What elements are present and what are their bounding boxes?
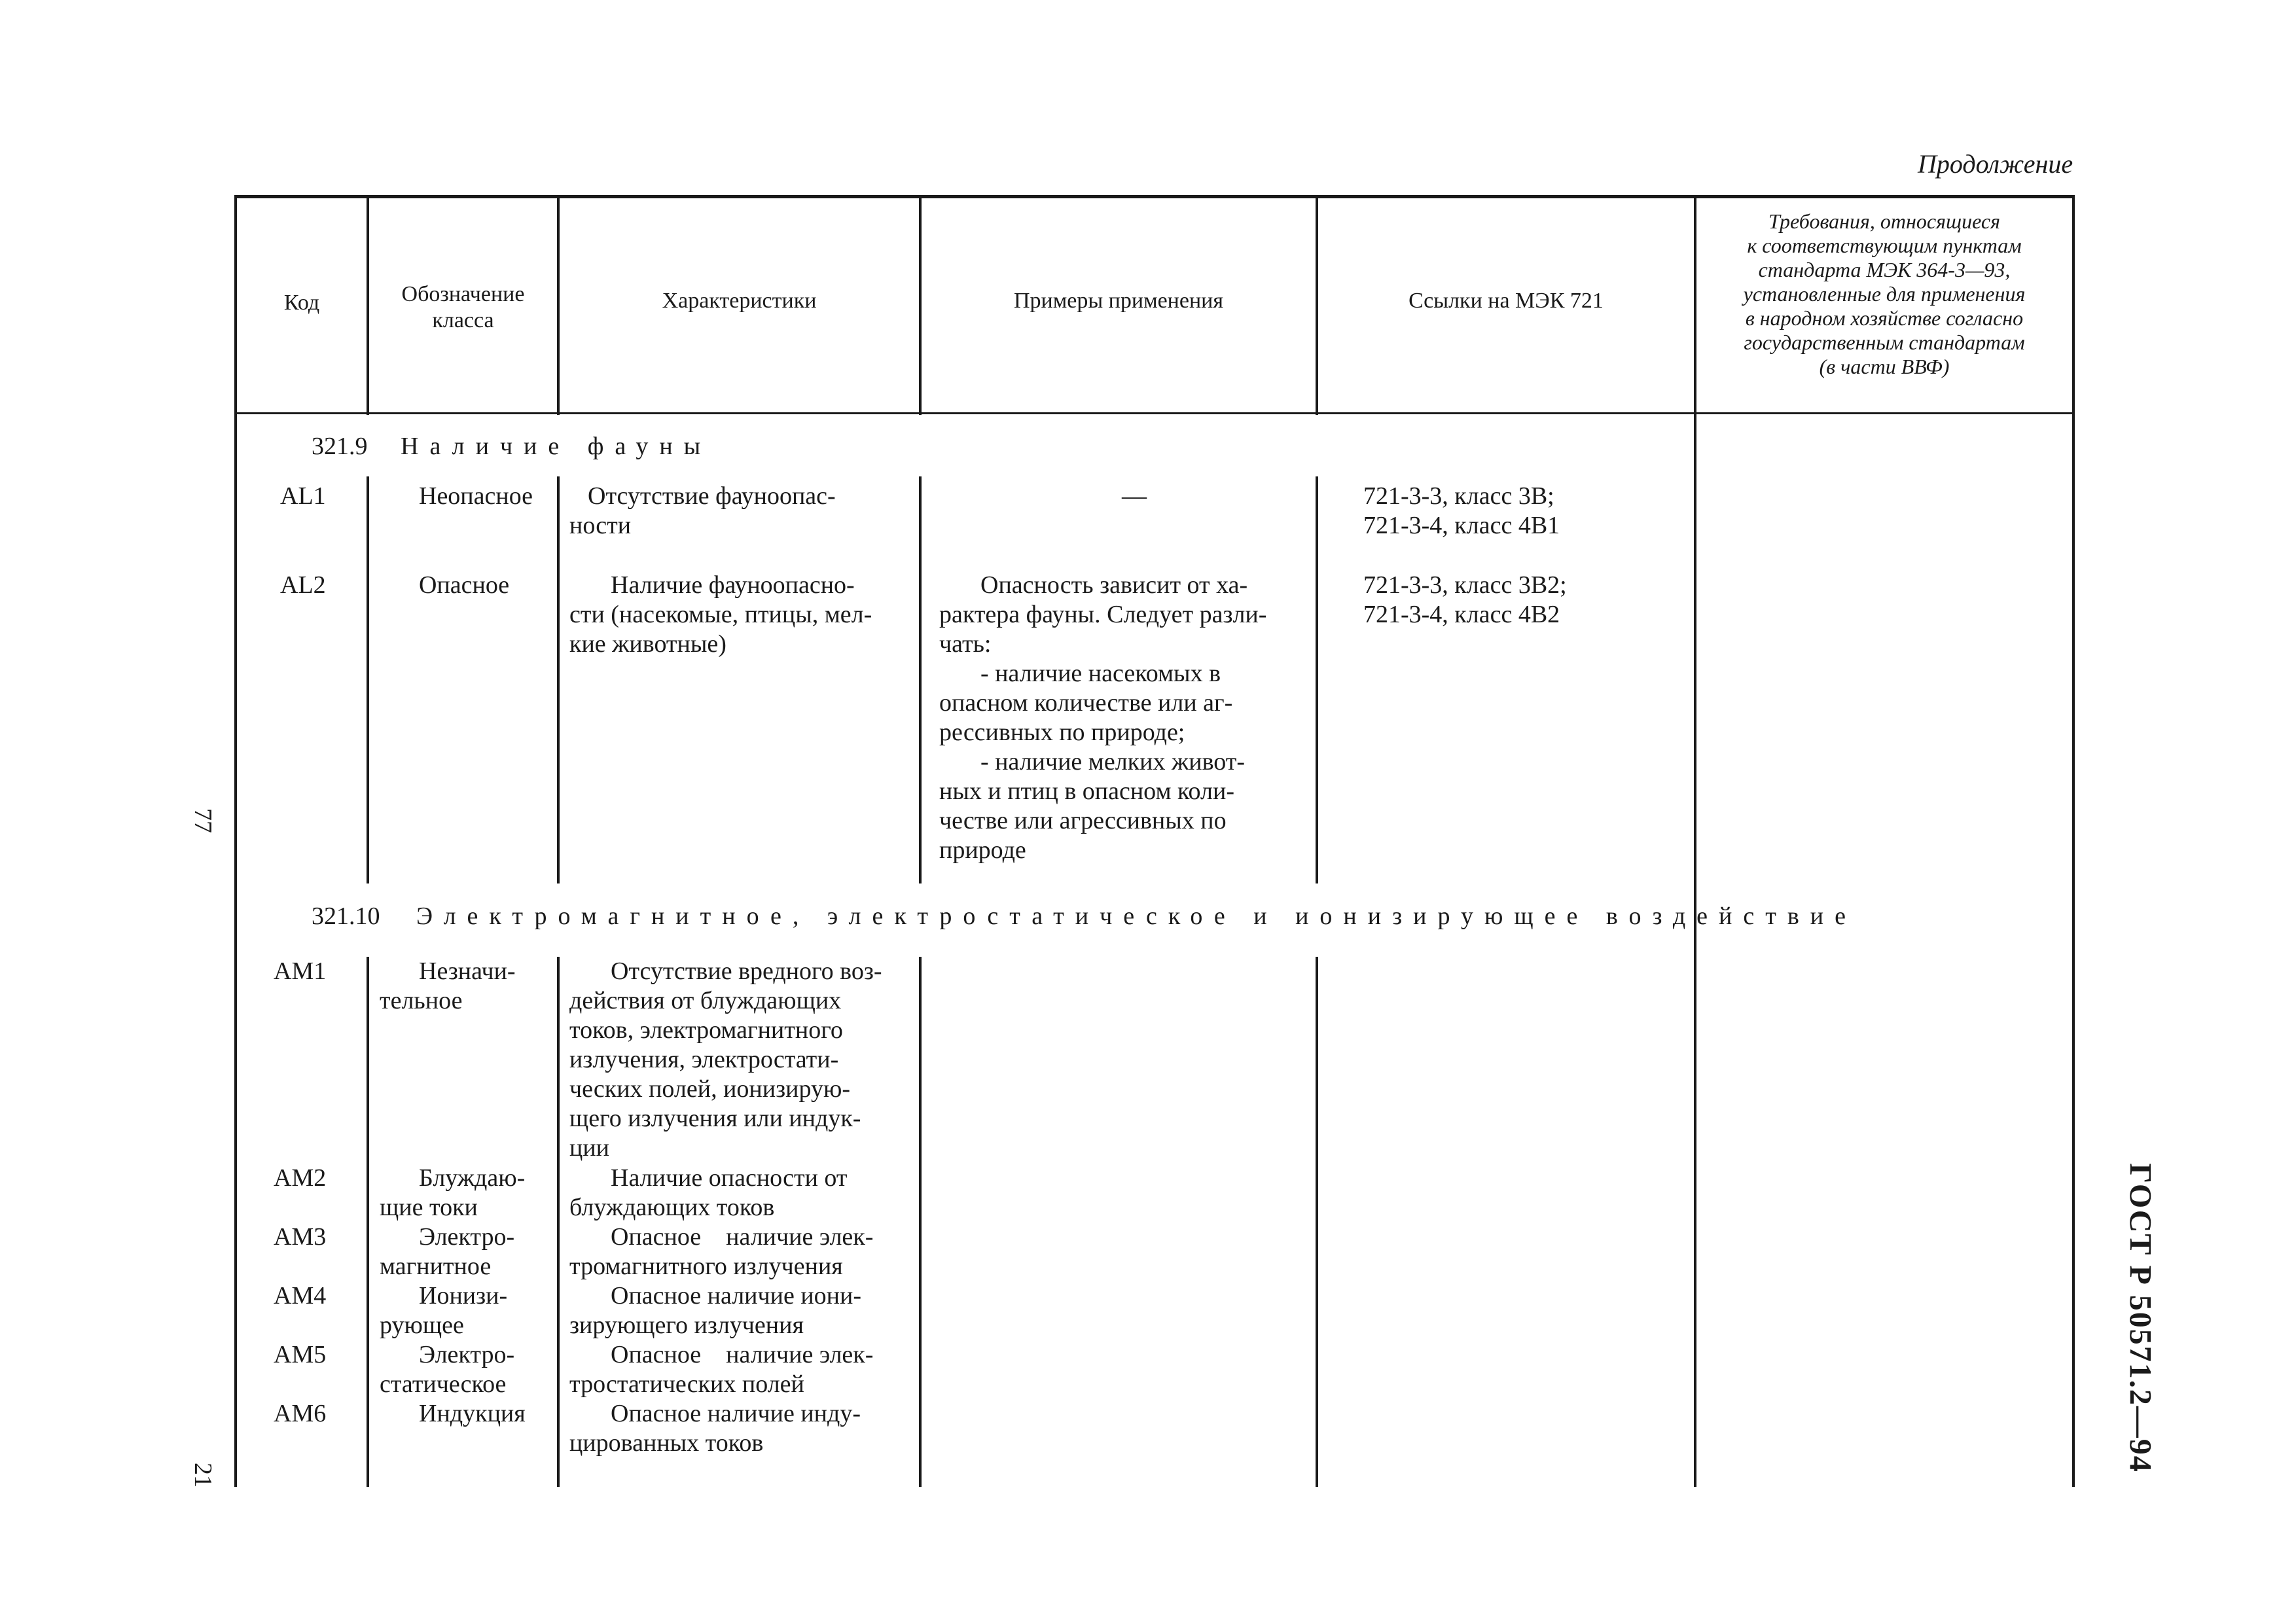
row-code: AM2: [274, 1164, 327, 1192]
side-page-number-top: 77: [189, 808, 217, 833]
table-left-border: [234, 195, 237, 1487]
text-line: ции: [569, 1134, 610, 1162]
req-line: установленные для применения: [1743, 282, 2026, 306]
text-line: цированных токов: [569, 1429, 764, 1457]
text-line: Опасное наличие инду-: [611, 1400, 861, 1427]
table-right-border: [2072, 195, 2075, 1487]
text-line: излучения, электростати-: [569, 1046, 839, 1073]
text-line: Ионизи-: [419, 1282, 508, 1310]
row-designation: Индукция: [419, 1400, 526, 1427]
text-line: Отсутствие вредного воз-: [611, 957, 882, 985]
text-line: щего излучения или индук-: [569, 1105, 861, 1132]
req-line: к соответствующим пунктам: [1747, 234, 2022, 257]
continuation-label: Продолжение: [1918, 149, 2073, 179]
text-line: тростатических полей: [569, 1370, 804, 1398]
row-characteristics: [569, 1399, 861, 1458]
row-characteristics: [569, 482, 836, 541]
section-number: 321.9: [312, 433, 368, 460]
text-line: чать:: [939, 630, 992, 658]
row-characteristics: [569, 957, 882, 1163]
text-line: Наличие опасности от: [611, 1164, 848, 1192]
section-number: 321.10: [312, 902, 380, 930]
text-line: Электро-: [419, 1341, 515, 1368]
text-line: Опасное наличие элек-: [611, 1223, 874, 1251]
row-designation: [380, 1281, 507, 1340]
row-designation: [380, 1164, 525, 1222]
text-line: тромагнитного излучения: [569, 1253, 843, 1280]
row-characteristics: [569, 1164, 848, 1222]
section-title: Электромагнитное, электростатическое и ионизирующее воздействие: [416, 902, 1857, 930]
text-line: статическое: [380, 1370, 507, 1398]
col-divider-5: [1694, 195, 1696, 1487]
col-divider-2-s1: [557, 476, 560, 883]
req-line: (в части ВВФ): [1819, 355, 1950, 378]
text-line: блуждающих токов: [569, 1194, 775, 1221]
text-line: щие токи: [380, 1194, 478, 1221]
text-line: Наличие фауноопасно-: [611, 571, 855, 599]
text-line: 721-3-3, класс 3В;: [1363, 482, 1554, 510]
header-requirements: [1696, 209, 2072, 379]
header-bottom-border: [234, 412, 2075, 414]
text-line: природе: [939, 836, 1026, 864]
text-line: честве или агрессивных по: [939, 807, 1227, 834]
text-line: сти (насекомые, птицы, мел-: [569, 601, 872, 628]
row-refs: [1363, 571, 1567, 630]
text-line: ности: [569, 512, 632, 539]
text-line: тельное: [380, 987, 463, 1014]
row-code: AM6: [274, 1400, 327, 1427]
side-page-number-bottom: 21: [189, 1463, 217, 1488]
text-line: ных и птиц в опасном коли-: [939, 777, 1234, 805]
text-line: магнитное: [380, 1253, 492, 1280]
header-iec-refs: Ссылки на МЭК 721: [1408, 289, 1604, 313]
row-code: AM4: [274, 1282, 327, 1310]
row-designation: Опасное: [419, 571, 510, 599]
text-line: 721-3-4, класс 4В2: [1363, 601, 1560, 628]
row-examples: [939, 571, 1266, 865]
row-designation: [380, 1222, 514, 1281]
req-line: государственным стандартам: [1744, 330, 2025, 354]
text-line: Блуждаю-: [419, 1164, 526, 1192]
text-line: Электро-: [419, 1223, 515, 1251]
text-line: 721-3-4, класс 4В1: [1363, 512, 1560, 539]
header-class-designation-line2: класса: [432, 308, 494, 332]
row-code: AM3: [274, 1223, 327, 1251]
row-characteristics: [569, 1281, 861, 1340]
row-code: AM1: [274, 957, 327, 985]
text-line: Опасность зависит от ха-: [980, 571, 1248, 599]
row-designation: Неопасное: [419, 482, 533, 510]
text-line: рессивных по природе;: [939, 719, 1185, 746]
header-code: Код: [283, 291, 320, 315]
header-examples: Примеры применения: [1013, 289, 1223, 313]
col-divider-1-s1: [367, 476, 369, 883]
row-code: AL2: [280, 571, 326, 599]
col-divider-2-s2: [557, 957, 560, 1487]
row-refs: [1363, 482, 1560, 541]
text-line: действия от блуждающих: [569, 987, 842, 1014]
standard-code: ГОСТ Р 50571.2—94: [2123, 1163, 2158, 1473]
header-class-designation: [369, 281, 557, 334]
text-line: зирующего излучения: [569, 1311, 804, 1339]
text-line: Опасное наличие элек-: [611, 1341, 874, 1368]
req-line: в народном хозяйстве согласно: [1745, 306, 2024, 330]
row-code: AM5: [274, 1341, 327, 1368]
text-line: опасном количестве или аг-: [939, 689, 1233, 717]
header-class-designation-line1: Обозначение: [401, 282, 525, 306]
section-title: Наличие фауны: [401, 433, 712, 460]
text-line: кие животные): [569, 630, 726, 658]
row-designation: [380, 957, 516, 1016]
text-line: рующее: [380, 1311, 464, 1339]
col-divider-3-s2: [919, 957, 922, 1487]
col-divider-4-s1: [1316, 476, 1318, 883]
text-line: Незначи-: [419, 957, 516, 985]
col-divider-4-s2: [1316, 957, 1318, 1487]
row-designation: [380, 1340, 514, 1399]
text-line: - наличие мелких живот-: [980, 748, 1246, 776]
row-characteristics: [569, 1222, 873, 1281]
text-line: рактера фауны. Следует разли-: [939, 601, 1267, 628]
text-line: - наличие насекомых в: [980, 660, 1221, 687]
row-examples: —: [1122, 482, 1147, 510]
req-line: Требования, относящиеся: [1768, 209, 2000, 233]
header-characteristics: Характеристики: [662, 289, 817, 313]
row-code: AL1: [280, 482, 326, 510]
text-line: токов, электромагнитного: [569, 1016, 843, 1044]
col-divider-3-s1: [919, 476, 922, 883]
req-line: стандарта МЭК 364-3—93,: [1758, 258, 2011, 281]
table-top-border: [234, 195, 2075, 198]
text-line: ческих полей, ионизирую-: [569, 1075, 850, 1103]
text-line: Отсутствие фауноопас-: [588, 482, 836, 510]
text-line: 721-3-3, класс 3В2;: [1363, 571, 1567, 599]
row-characteristics: [569, 571, 872, 659]
text-line: Опасное наличие иони-: [611, 1282, 861, 1310]
col-divider-1-s2: [367, 957, 369, 1487]
row-characteristics: [569, 1340, 873, 1399]
